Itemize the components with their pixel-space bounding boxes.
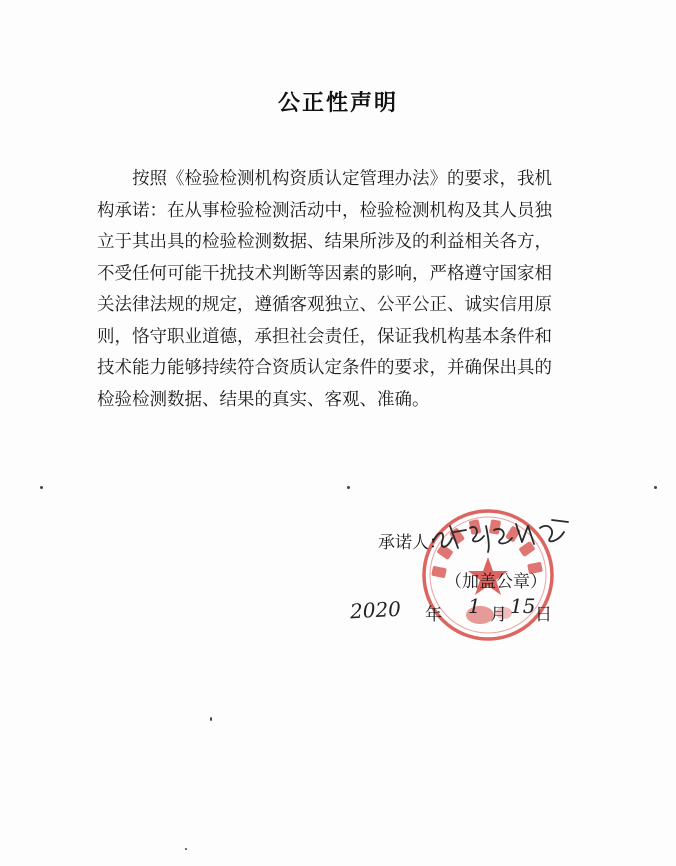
promisor-label: 承诺人：: [378, 533, 446, 553]
scan-speck: [185, 848, 187, 850]
body-line: 不受任何可能干扰技术判断等因素的影响，严格遵守国家相: [97, 263, 552, 284]
handwritten-signature: [428, 512, 578, 562]
date-day-unit: 日: [535, 605, 552, 625]
scan-speck: [654, 486, 657, 489]
body-line: 技术能力能够持续符合资质认定条件的要求，并确保出具的: [97, 358, 552, 378]
date-day-handwritten: 15: [510, 594, 536, 618]
body-line: 关法律法规的规定，遵循客观独立、公平公正、诚实信用原: [97, 295, 552, 315]
date-year-handwritten: 2020: [349, 596, 402, 624]
date-month-handwritten: 1: [468, 594, 481, 618]
body-line: 立于其出具的检验检测数据、结果所涉及的利益相关各方，: [97, 232, 552, 252]
date-month-unit: 月: [490, 605, 507, 625]
declaration-body: [97, 164, 583, 416]
seal-note: （加盖公章）: [445, 572, 547, 592]
body-line: 检验检测数据、结果的真实、客观、准确。: [97, 389, 430, 410]
body-line: 按照《检验检测机构资质认定管理办法》的要求，我机: [132, 169, 552, 189]
document-title: 公正性声明: [277, 91, 398, 116]
scan-speck: [210, 717, 212, 721]
scan-speck: [40, 486, 43, 489]
body-line: 构承诺：在从事检验检测活动中，检验检测机构及其人员独: [97, 200, 552, 221]
scan-speck: [347, 486, 350, 489]
date-year-unit: 年: [425, 605, 442, 625]
body-line: 则，恪守职业道德，承担社会责任，保证我机构基本条件和: [97, 326, 552, 347]
